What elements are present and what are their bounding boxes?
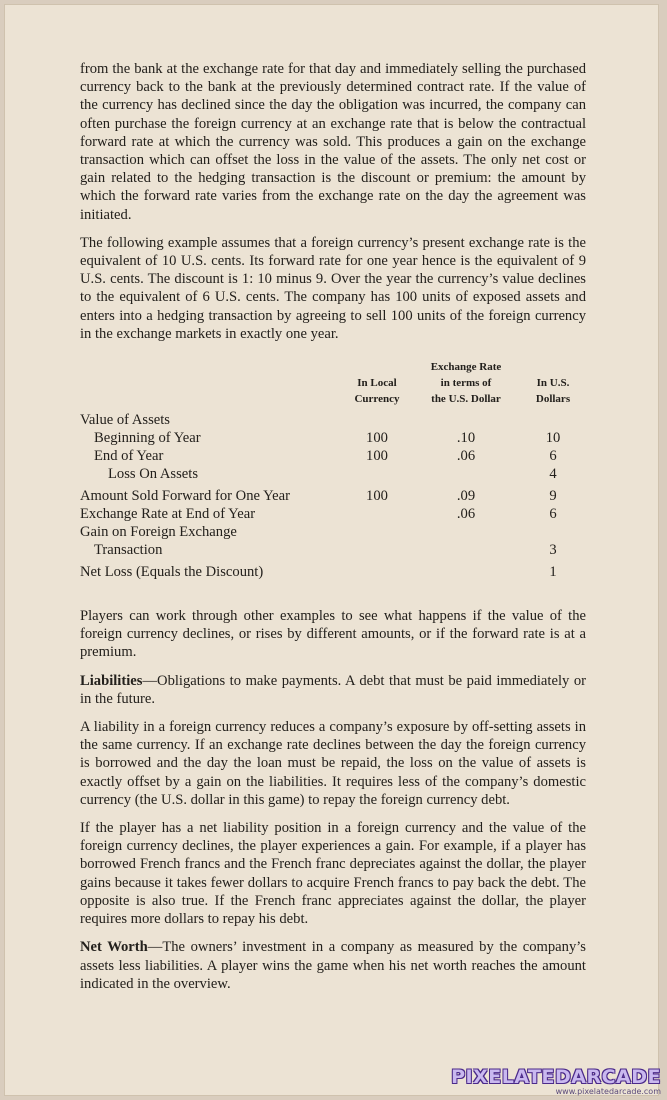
liabilities-definition — [80, 672, 586, 708]
row-label: Value of Assets — [80, 412, 170, 429]
players-paragraph: Players can work through other examples to see what happens if the value of the foreign currency declines, or rises by different amounts, or if the forward rate is at a premium. — [80, 608, 586, 661]
watermark — [451, 1067, 661, 1096]
cell-rate: .10 — [456, 430, 476, 447]
net-worth-text: —The owners’ investment in a company as measured by the company’s assets less liabilities. A player wins the game when his net worth reaches the amount indicated in the overview. — [80, 939, 586, 992]
header-exchange-rate — [416, 359, 516, 407]
document-page — [4, 4, 659, 1096]
cell-usd: 1 — [549, 564, 557, 581]
header-usd-line2: Dollars — [535, 393, 571, 406]
cell-local: 100 — [366, 430, 388, 447]
table-row — [80, 505, 586, 523]
table-row — [80, 487, 586, 505]
liabilities-text: —Obligations to make payments. A debt that must be paid immediately or in the future. — [80, 672, 586, 707]
header-rate-line1: Exchange Rate — [430, 361, 502, 374]
table-row — [80, 523, 586, 541]
cell-usd: 10 — [545, 430, 561, 447]
net-worth-definition — [80, 938, 586, 993]
header-local-line1: In Local — [357, 377, 397, 390]
table-row — [80, 411, 586, 429]
cell-usd: 6 — [549, 448, 557, 465]
table-row — [80, 541, 586, 559]
row-label: Amount Sold Forward for One Year — [80, 488, 290, 505]
table-row — [80, 563, 586, 581]
row-label: Beginning of Year — [94, 430, 201, 447]
cell-rate: .06 — [456, 448, 476, 465]
cell-rate: .09 — [456, 488, 476, 505]
cell-local: 100 — [366, 488, 388, 505]
row-label: End of Year — [94, 448, 164, 465]
header-rate-line2: in terms of — [440, 377, 492, 390]
liabilities-term: Liabilities — [80, 672, 143, 689]
header-local-currency — [342, 375, 412, 407]
header-us-dollars — [524, 375, 582, 407]
table-row — [80, 447, 586, 465]
text-column — [80, 60, 586, 1003]
row-label: Net Loss (Equals the Discount) — [80, 564, 264, 581]
row-label: Transaction — [94, 542, 163, 559]
example-paragraph: The following example assumes that a foreign currency’s present exchange rate is the equivalent of 10 U.S. cents. Its forward rate for one year hence is the equivalent of 9 U.S. cents. The discount is 1: 10 minus 9. Over the year the currency’s value declines to the equivalent of 6 U.S. cents. The company has 100 units of exposed assets and enters into a hedging transaction by agreeing to sell 100 units of the foreign currency in the exchange markets in exactly one year. — [80, 234, 586, 342]
net-liability-paragraph: If the player has a net liability position in a foreign currency and the value of the foreign currency declines, the player experiences a gain. For example, if a player has borrowed French francs and the French franc depreciates against the dollar, the player gains because it takes fewer dollars to acquire French francs to pay back the debt. The opposite is also true. If the French franc appreciates against the dollar, the player requires more dollars to repay his debt. — [80, 820, 586, 928]
watermark-brand: PIXELATEDARCADE — [451, 1066, 661, 1088]
row-label: Loss On Assets — [108, 466, 199, 483]
row-label: Exchange Rate at End of Year — [80, 506, 256, 523]
cell-rate: .06 — [456, 506, 476, 523]
table-row — [80, 429, 586, 447]
header-rate-line3: the U.S. Dollar — [431, 393, 501, 406]
liability-paragraph: A liability in a foreign currency reduces a company’s exposure by off-setting assets in the same currency. If an exchange rate declines between the day the foreign currency is borrowed and the day the loan must be repaid, the loss on the value of assets is exactly offset by a gain on the liabilities. It requires less of the company’s domestic currency (the U.S. dollar in this game) to repay the foreign currency debt. — [80, 719, 586, 808]
header-usd-line1: In U.S. — [536, 377, 570, 390]
cell-usd: 6 — [549, 506, 557, 523]
row-label: Gain on Foreign Exchange — [80, 524, 237, 541]
cell-usd: 3 — [549, 542, 557, 559]
cell-local: 100 — [366, 448, 388, 465]
header-local-line2: Currency — [354, 393, 400, 406]
watermark-url: www.pixelatedarcade.com — [555, 1087, 661, 1096]
table-row — [80, 465, 586, 483]
intro-paragraph: from the bank at the exchange rate for that day and immediately selling the purchased currency back to the bank at the previously determined contract rate. If the value of the currency has declined since the day the obligation was incurred, the company can often purchase the foreign currency at an exchange rate that is below the contractual forward rate at which the currency was sold. This produces a gain on the exchange transaction which can offset the loss in the value of the assets. The only net cost or gain related to the hedging transaction is the discount or premium: the amount by which the forward rate varies from the exchange rate on the day the agreement was initiated. — [80, 61, 586, 223]
cell-usd: 4 — [549, 466, 557, 483]
net-worth-term: Net Worth — [80, 939, 148, 956]
hedging-example-table — [80, 359, 586, 589]
cell-usd: 9 — [549, 488, 557, 505]
